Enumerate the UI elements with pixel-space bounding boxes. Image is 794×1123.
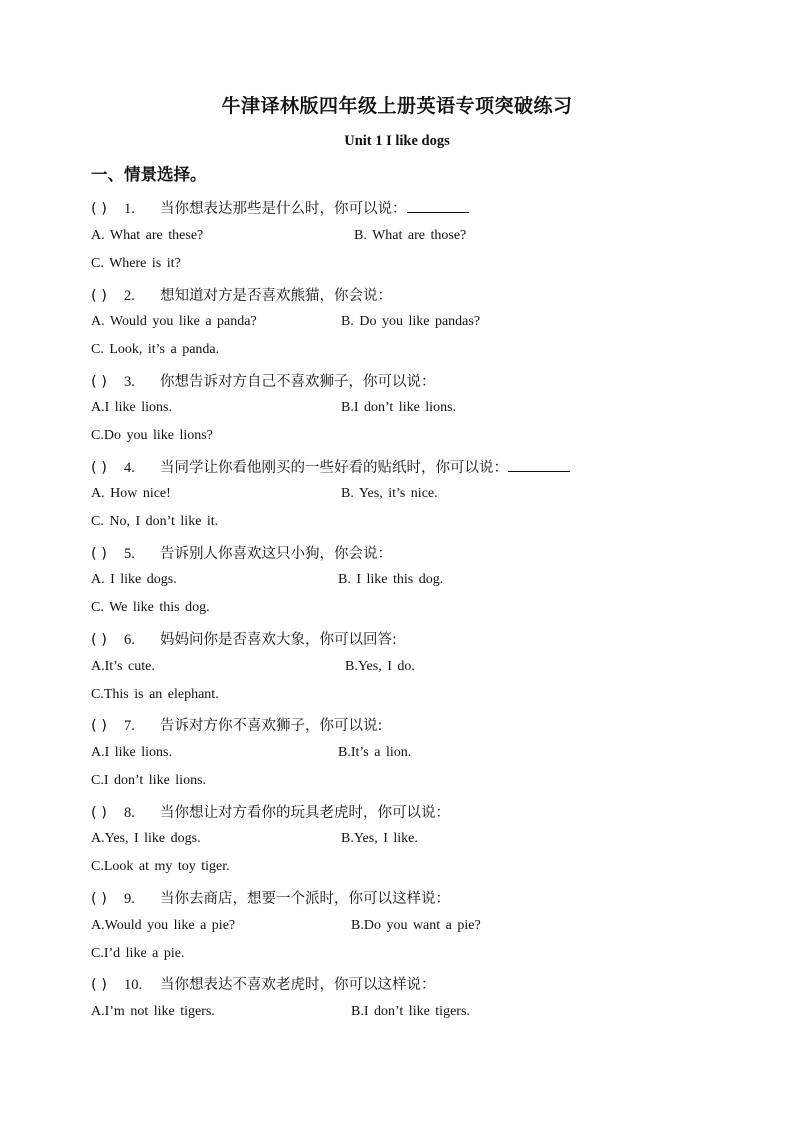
option-c: C. Where is it? — [91, 256, 181, 271]
option-b: B. What are those? — [354, 228, 467, 243]
option-a: A. What are these? — [91, 228, 204, 243]
option-c: C.I don’t like lions. — [91, 773, 207, 788]
question-7 — [91, 714, 382, 735]
question-1 — [91, 197, 469, 218]
option-a: A. How nice! — [91, 486, 171, 501]
question-text: 告诉别人你喜欢这只小狗，你会说： — [160, 546, 392, 562]
question-text: 当你想表达不喜欢老虎时，你可以这样说： — [160, 977, 436, 993]
unit-subtitle: Unit 1 I like dogs — [344, 133, 450, 149]
option-a: A.Yes, I like dogs. — [91, 831, 201, 846]
option-b: B.Yes, I do. — [345, 659, 415, 674]
option-a: A.I like lions. — [91, 745, 172, 760]
question-number: 10. — [124, 977, 143, 993]
question-number: 2. — [124, 288, 135, 304]
question-text: 当你想表达那些是什么时，你可以说： — [160, 201, 407, 217]
answer-blank[interactable] — [407, 200, 469, 213]
question-3 — [91, 370, 436, 391]
option-c: C.Do you like lions? — [91, 428, 213, 443]
option-b: B.Yes, I like. — [341, 831, 418, 846]
answer-parentheses[interactable]: ( ) — [91, 374, 107, 390]
answer-parentheses[interactable]: ( ) — [91, 632, 107, 648]
worksheet-title: 牛津译林版四年级上册英语专项突破练习 — [221, 95, 573, 117]
question-text: 当同学让你看他刚买的一些好看的贴纸时，你可以说： — [160, 460, 508, 476]
option-b: B. I like this dog. — [338, 572, 444, 587]
answer-parentheses[interactable]: ( ) — [91, 718, 107, 734]
option-c: C.Look at my toy tiger. — [91, 859, 230, 874]
question-8 — [91, 801, 450, 822]
answer-parentheses[interactable]: ( ) — [91, 891, 107, 907]
option-a: A.I like lions. — [91, 400, 172, 415]
question-6 — [91, 628, 397, 649]
option-a: A.Would you like a pie? — [91, 918, 236, 933]
question-4 — [91, 456, 570, 477]
question-number: 3. — [124, 374, 135, 390]
option-a: A. Would you like a panda? — [91, 314, 257, 329]
option-c: C. No, I don’t like it. — [91, 514, 219, 529]
question-text: 妈妈问你是否喜欢大象，你可以回答: — [160, 632, 397, 648]
question-number: 6. — [124, 632, 135, 648]
question-number: 9. — [124, 891, 135, 907]
answer-parentheses[interactable]: ( ) — [91, 460, 107, 476]
question-5 — [91, 542, 392, 563]
question-10 — [91, 973, 436, 994]
question-number: 7. — [124, 718, 135, 734]
option-c: C. Look, it’s a panda. — [91, 342, 220, 357]
section-heading: 一、情景选择。 — [91, 165, 207, 184]
question-number: 8. — [124, 805, 135, 821]
question-number: 1. — [124, 201, 135, 217]
option-b: B. Yes, it’s nice. — [341, 486, 438, 501]
option-b: B.Do you want a pie? — [351, 918, 481, 933]
question-text: 当你想让对方看你的玩具老虎时，你可以说： — [160, 805, 450, 821]
question-number: 4. — [124, 460, 135, 476]
question-9 — [91, 887, 450, 908]
question-text: 你想告诉对方自己不喜欢狮子，你可以说： — [160, 374, 436, 390]
question-text: 想知道对方是否喜欢熊猫，你会说： — [160, 288, 392, 304]
option-b: B.It’s a lion. — [338, 745, 412, 760]
answer-parentheses[interactable]: ( ) — [91, 201, 107, 217]
question-2 — [91, 284, 392, 305]
option-b: B. Do you like pandas? — [341, 314, 481, 329]
option-b: B.I don’t like lions. — [341, 400, 457, 415]
answer-blank[interactable] — [508, 459, 570, 472]
question-number: 5. — [124, 546, 135, 562]
option-b: B.I don’t like tigers. — [351, 1004, 470, 1019]
answer-parentheses[interactable]: ( ) — [91, 977, 107, 993]
answer-parentheses[interactable]: ( ) — [91, 288, 107, 304]
answer-parentheses[interactable]: ( ) — [91, 805, 107, 821]
question-text: 当你去商店，想要一个派时，你可以这样说： — [160, 891, 450, 907]
option-a: A. I like dogs. — [91, 572, 177, 587]
option-c: C. We like this dog. — [91, 600, 210, 615]
option-c: C.I’d like a pie. — [91, 946, 185, 961]
option-c: C.This is an elephant. — [91, 687, 219, 702]
question-text: 告诉对方你不喜欢狮子，你可以说: — [160, 718, 383, 734]
option-a: A.I’m not like tigers. — [91, 1004, 215, 1019]
answer-parentheses[interactable]: ( ) — [91, 546, 107, 562]
option-a: A.It’s cute. — [91, 659, 155, 674]
